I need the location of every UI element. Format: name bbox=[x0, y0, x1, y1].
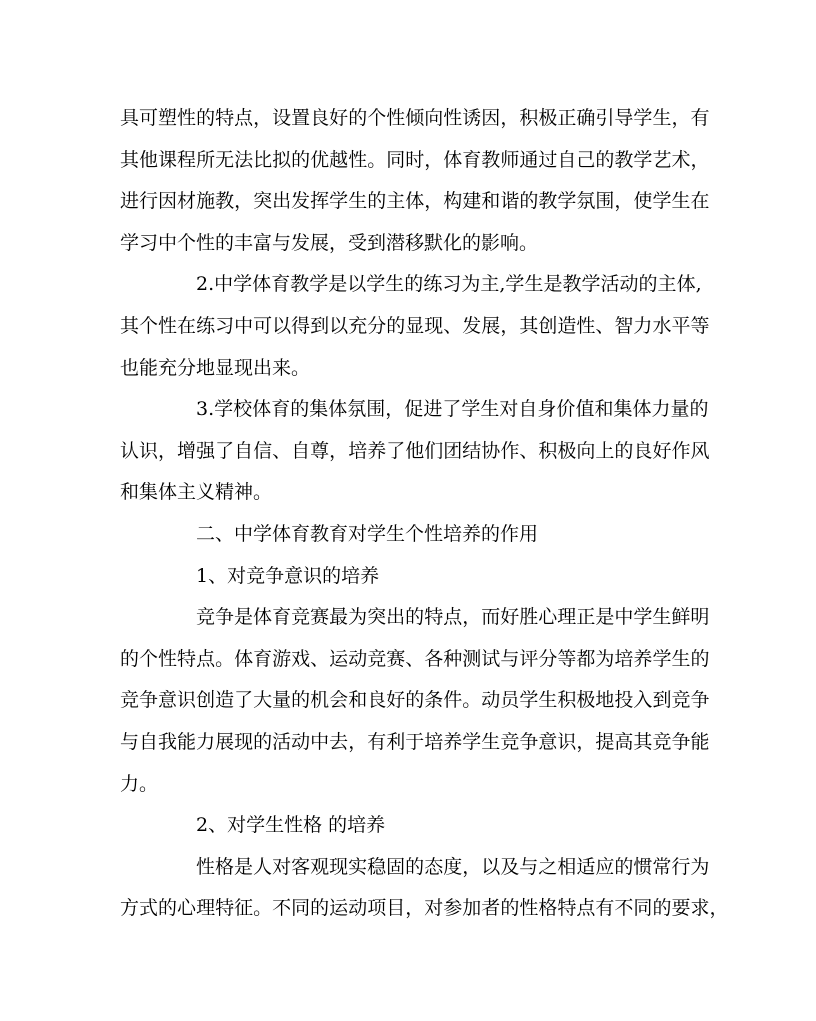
text-line: 学习中个性的丰富与发展，受到潜移默化的影响。 bbox=[120, 231, 539, 254]
text-line: 其 个 性 在 练 习 中 可 以 得 到 以 充 分 的 显 现 、 发 展 ， 其 创 造 性 、 智 力 水 平 等 bbox=[120, 314, 710, 337]
text-line: 2 . 中 学 体 育 教 学 是 以 学 生 的 练 习 为 主 , 学 生 是 教 学 活 动 的 主 体 , bbox=[196, 273, 702, 296]
text-line: 1、对竞争意识的培养 bbox=[196, 564, 380, 587]
text-line: 二、中学体育教育对学生个性培养的作用 bbox=[196, 522, 539, 545]
text-line: 也能充分地显现出来。 bbox=[120, 356, 311, 379]
document-body bbox=[120, 98, 729, 930]
text-line: 和集体主义精神。 bbox=[120, 481, 273, 504]
text-line: 进 行 因 材 施 教 ， 突 出 发 挥 学 生 的 主 体 ， 构 建 和 谐 的 教 学 氛 围 ， 使 学 生 在 bbox=[120, 190, 710, 213]
text-line: 方 式 的 心 理 特 征 。 不 同 的 运 动 项 目 ， 对 参 加 者 的 性 格 特 点 有 不 同 的 要 求 ， bbox=[120, 897, 729, 920]
text-line: 竞 争 是 体 育 竞 赛 最 为 突 出 的 特 点 ， 而 好 胜 心 理 正 是 中 学 生 鲜 明 bbox=[196, 606, 710, 629]
text-line: 2、对学生性格 的培养 bbox=[196, 814, 386, 837]
text-line: 3 . 学 校 体 育 的 集 体 氛 围 ， 促 进 了 学 生 对 自 身 价 值 和 集 体 力 量 的 bbox=[196, 398, 709, 421]
text-line: 的 个 性 特 点 。 体 育 游 戏 、 运 动 竞 赛 、 各 种 测 试 与 评 分 等 都 为 培 养 学 生 的 bbox=[120, 647, 710, 670]
text-line: 与 自 我 能 力 展 现 的 活 动 中 去 ， 有 利 于 培 养 学 生 竞 争 意 识 ， 提 高 其 竞 争 能 bbox=[120, 730, 710, 753]
text-line: 其 他 课 程 所 无 法 比 拟 的 优 越 性 。 同 时 ， 体 育 教 师 通 过 自 己 的 教 学 艺 术 ， bbox=[120, 148, 710, 171]
text-line: 力。 bbox=[120, 772, 159, 795]
text-line: 具 可 塑 性 的 特 点 ， 设 置 良 好 的 个 性 倾 向 性 诱 因 ， 积 极 正 确 引 导 学 生 ， 有 bbox=[120, 107, 710, 129]
text-line: 认 识 ， 增 强 了 自 信 、 自 尊 ， 培 养 了 他 们 团 结 协 作 、 积 极 向 上 的 良 好 作 风 bbox=[120, 439, 710, 462]
text-line: 竞 争 意 识 创 造 了 大 量 的 机 会 和 良 好 的 条 件 。 动 员 学 生 积 极 地 投 入 到 竞 争 bbox=[120, 689, 710, 712]
text-line: 性 格 是 人 对 客 观 现 实 稳 固 的 态 度 ， 以 及 与 之 相 适 应 的 惯 常 行 为 bbox=[196, 855, 710, 878]
